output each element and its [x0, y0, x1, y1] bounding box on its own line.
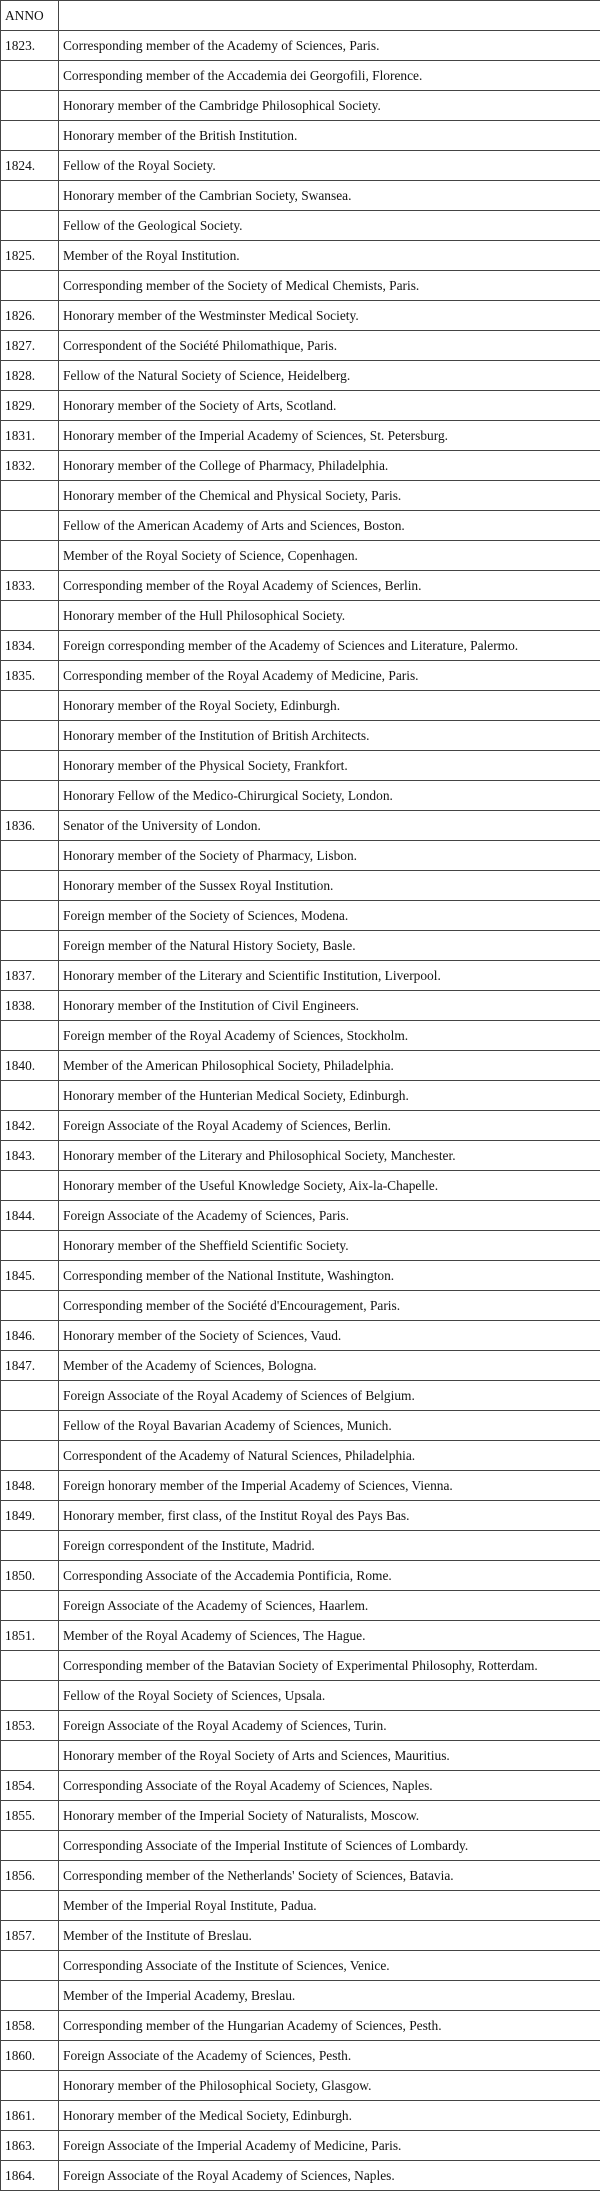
year-cell: [1, 1291, 59, 1321]
honor-cell: Honorary member of the Society of Sciences, Vaud.: [59, 1321, 600, 1351]
year-cell: [1, 1831, 59, 1861]
table-row: [1, 1561, 600, 1591]
honor-cell: Senator of the University of London.: [59, 811, 600, 841]
honor-cell: Correspondent of the Academy of Natural Sciences, Philadelphia.: [59, 1441, 600, 1471]
honor-cell: Foreign member of the Royal Academy of Sciences, Stockholm.: [59, 1021, 600, 1051]
honor-cell: Corresponding member of the Royal Academy of Sciences, Berlin.: [59, 571, 600, 601]
table-row: [1, 1741, 600, 1771]
table-row: [1, 61, 600, 91]
table-row: [1, 1411, 600, 1441]
honor-cell: Corresponding Associate of the Imperial Institute of Sciences of Lombardy.: [59, 1831, 600, 1861]
honor-cell: Honorary member of the Institution of Civil Engineers.: [59, 991, 600, 1021]
honor-cell: Foreign honorary member of the Imperial Academy of Sciences, Vienna.: [59, 1471, 600, 1501]
honor-cell: Foreign Associate of the Royal Academy of Sciences, Berlin.: [59, 1111, 600, 1141]
table-row: [1, 691, 600, 721]
honor-cell: Honorary member of the Physical Society, Frankfort.: [59, 751, 600, 781]
honor-cell: Member of the Royal Society of Science, Copenhagen.: [59, 541, 600, 571]
year-cell: [1, 1081, 59, 1111]
table-row: [1, 1081, 600, 1111]
table-row: [1, 31, 600, 61]
honor-cell: Correspondent of the Société Philomathique, Paris.: [59, 331, 600, 361]
year-cell: [1, 121, 59, 151]
table-row: [1, 211, 600, 241]
table-row: [1, 931, 600, 961]
year-cell: 1829.: [1, 391, 59, 421]
table-body: [1, 31, 600, 2191]
table-row: [1, 2011, 600, 2041]
honor-cell: Honorary member, first class, of the Institut Royal des Pays Bas.: [59, 1501, 600, 1531]
year-cell: [1, 901, 59, 931]
year-cell: 1847.: [1, 1351, 59, 1381]
year-cell: [1, 541, 59, 571]
honor-cell: Honorary member of the Cambrian Society, Swansea.: [59, 181, 600, 211]
year-cell: 1844.: [1, 1201, 59, 1231]
table-row: [1, 631, 600, 661]
table-row: [1, 1321, 600, 1351]
table-row: [1, 1531, 600, 1561]
year-cell: 1849.: [1, 1501, 59, 1531]
honor-cell: Honorary member of the Useful Knowledge Society, Aix-la-Chapelle.: [59, 1171, 600, 1201]
year-cell: 1854.: [1, 1771, 59, 1801]
year-cell: [1, 1441, 59, 1471]
table-row: [1, 361, 600, 391]
table-row: [1, 781, 600, 811]
year-cell: [1, 511, 59, 541]
honor-cell: Honorary member of the Society of Arts, Scotland.: [59, 391, 600, 421]
table-row: [1, 811, 600, 841]
honor-cell: Honorary member of the Medical Society, Edinburgh.: [59, 2101, 600, 2131]
table-row: [1, 91, 600, 121]
year-cell: 1836.: [1, 811, 59, 841]
year-cell: 1825.: [1, 241, 59, 271]
table-row: [1, 1261, 600, 1291]
honor-cell: Fellow of the Natural Society of Science, Heidelberg.: [59, 361, 600, 391]
year-cell: 1824.: [1, 151, 59, 181]
year-cell: [1, 841, 59, 871]
year-cell: [1, 691, 59, 721]
honor-cell: Corresponding Associate of the Accademia Pontificia, Rome.: [59, 1561, 600, 1591]
table-row: [1, 1681, 600, 1711]
honor-cell: Foreign Associate of the Academy of Sciences, Haarlem.: [59, 1591, 600, 1621]
year-cell: [1, 1891, 59, 1921]
honor-cell: Foreign corresponding member of the Academy of Sciences and Literature, Palermo.: [59, 631, 600, 661]
year-cell: [1, 1981, 59, 2011]
table-row: [1, 1441, 600, 1471]
year-cell: 1827.: [1, 331, 59, 361]
table-row: [1, 2161, 600, 2191]
table-row: [1, 451, 600, 481]
honor-cell: Corresponding member of the Hungarian Academy of Sciences, Pesth.: [59, 2011, 600, 2041]
year-cell: 1860.: [1, 2041, 59, 2071]
honor-cell: Foreign Associate of the Academy of Sciences, Pesth.: [59, 2041, 600, 2071]
table-row: [1, 1111, 600, 1141]
year-cell: 1851.: [1, 1621, 59, 1651]
year-cell: 1858.: [1, 2011, 59, 2041]
table-row: [1, 751, 600, 781]
honor-cell: Honorary member of the British Institution.: [59, 121, 600, 151]
year-cell: 1828.: [1, 361, 59, 391]
table-row: [1, 1951, 600, 1981]
honor-cell: Honorary member of the Royal Society, Edinburgh.: [59, 691, 600, 721]
table-row: [1, 841, 600, 871]
year-cell: 1846.: [1, 1321, 59, 1351]
honor-cell: Foreign Associate of the Royal Academy of Sciences, Naples.: [59, 2161, 600, 2191]
table-row: [1, 121, 600, 151]
table-row: [1, 1381, 600, 1411]
honor-cell: Corresponding member of the Batavian Society of Experimental Philosophy, Rotterdam.: [59, 1651, 600, 1681]
honor-cell: Honorary member of the College of Pharmacy, Philadelphia.: [59, 451, 600, 481]
honor-cell: Corresponding member of the Academy of Sciences, Paris.: [59, 31, 600, 61]
honor-cell: Corresponding member of the Royal Academy of Medicine, Paris.: [59, 661, 600, 691]
header-row: [1, 1, 600, 31]
table-row: [1, 1891, 600, 1921]
table-row: [1, 1171, 600, 1201]
honor-cell: Honorary member of the Hunterian Medical Society, Edinburgh.: [59, 1081, 600, 1111]
year-cell: 1842.: [1, 1111, 59, 1141]
honor-cell: Corresponding member of the Netherlands' Society of Sciences, Batavia.: [59, 1861, 600, 1891]
table-row: [1, 1651, 600, 1681]
table-row: [1, 601, 600, 631]
table-row: [1, 1471, 600, 1501]
year-cell: [1, 181, 59, 211]
honor-cell: Honorary member of the Imperial Academy of Sciences, St. Petersburg.: [59, 421, 600, 451]
honor-cell: Fellow of the American Academy of Arts and Sciences, Boston.: [59, 511, 600, 541]
table-row: [1, 1921, 600, 1951]
year-cell: [1, 601, 59, 631]
table-row: [1, 181, 600, 211]
honor-cell: Member of the Institute of Breslau.: [59, 1921, 600, 1951]
table-row: [1, 2101, 600, 2131]
table-row: [1, 1981, 600, 2011]
table-row: [1, 301, 600, 331]
table-row: [1, 1291, 600, 1321]
year-cell: [1, 271, 59, 301]
year-cell: [1, 1381, 59, 1411]
year-cell: [1, 1681, 59, 1711]
year-cell: [1, 1951, 59, 1981]
table-row: [1, 1831, 600, 1861]
year-cell: [1, 211, 59, 241]
year-cell: 1848.: [1, 1471, 59, 1501]
year-cell: 1857.: [1, 1921, 59, 1951]
table-row: [1, 151, 600, 181]
table-row: [1, 271, 600, 301]
table-row: [1, 2071, 600, 2101]
table-row: [1, 2131, 600, 2161]
year-cell: 1856.: [1, 1861, 59, 1891]
year-cell: 1853.: [1, 1711, 59, 1741]
table-row: [1, 1021, 600, 1051]
honor-cell: Foreign Associate of the Royal Academy of Sciences, Turin.: [59, 1711, 600, 1741]
year-cell: [1, 1591, 59, 1621]
year-cell: 1832.: [1, 451, 59, 481]
table-row: [1, 1621, 600, 1651]
table-row: [1, 541, 600, 571]
year-cell: 1837.: [1, 961, 59, 991]
table-row: [1, 241, 600, 271]
table-row: [1, 1801, 600, 1831]
honor-cell: Corresponding Associate of the Institute of Sciences, Venice.: [59, 1951, 600, 1981]
year-cell: [1, 2071, 59, 2101]
honor-cell: Honorary Fellow of the Medico-Chirurgical Society, London.: [59, 781, 600, 811]
year-cell: 1833.: [1, 571, 59, 601]
year-cell: [1, 1021, 59, 1051]
honor-cell: Honorary member of the Sussex Royal Institution.: [59, 871, 600, 901]
table-row: [1, 1771, 600, 1801]
honor-cell: Honorary member of the Hull Philosophical Society.: [59, 601, 600, 631]
year-cell: [1, 91, 59, 121]
honor-cell: Member of the Royal Institution.: [59, 241, 600, 271]
honor-cell: Foreign Associate of the Academy of Sciences, Paris.: [59, 1201, 600, 1231]
table-row: [1, 391, 600, 421]
table-row: [1, 1501, 600, 1531]
honor-cell: Honorary member of the Sheffield Scientific Society.: [59, 1231, 600, 1261]
year-cell: [1, 481, 59, 511]
year-cell: [1, 1651, 59, 1681]
year-cell: 1834.: [1, 631, 59, 661]
honor-cell: Foreign member of the Society of Sciences, Modena.: [59, 901, 600, 931]
year-cell: [1, 871, 59, 901]
honor-cell: Corresponding member of the Société d'Encouragement, Paris.: [59, 1291, 600, 1321]
table-row: [1, 901, 600, 931]
honor-cell: Honorary member of the Society of Pharmacy, Lisbon.: [59, 841, 600, 871]
year-cell: [1, 1531, 59, 1561]
year-cell: [1, 61, 59, 91]
table-row: [1, 1351, 600, 1381]
table-row: [1, 661, 600, 691]
table-row: [1, 2041, 600, 2071]
honor-cell: Member of the American Philosophical Society, Philadelphia.: [59, 1051, 600, 1081]
year-cell: 1855.: [1, 1801, 59, 1831]
year-cell: [1, 1411, 59, 1441]
table-row: [1, 1141, 600, 1171]
honor-cell: Honorary member of the Philosophical Society, Glasgow.: [59, 2071, 600, 2101]
year-cell: [1, 1231, 59, 1261]
table-row: [1, 571, 600, 601]
honor-cell: Foreign member of the Natural History Society, Basle.: [59, 931, 600, 961]
year-cell: 1835.: [1, 661, 59, 691]
honor-cell: Honorary member of the Literary and Scientific Institution, Liverpool.: [59, 961, 600, 991]
table-header: [1, 1, 600, 31]
honor-cell: Foreign Associate of the Imperial Academy of Medicine, Paris.: [59, 2131, 600, 2161]
year-cell: [1, 751, 59, 781]
honor-cell: Honorary member of the Westminster Medical Society.: [59, 301, 600, 331]
honor-cell: Honorary member of the Literary and Philosophical Society, Manchester.: [59, 1141, 600, 1171]
table-row: [1, 961, 600, 991]
table-row: [1, 331, 600, 361]
year-cell: 1864.: [1, 2161, 59, 2191]
table-row: [1, 1711, 600, 1741]
table-row: [1, 511, 600, 541]
honor-cell: Member of the Academy of Sciences, Bologna.: [59, 1351, 600, 1381]
table-row: [1, 1051, 600, 1081]
table-row: [1, 1591, 600, 1621]
year-cell: [1, 931, 59, 961]
table-row: [1, 1861, 600, 1891]
honor-cell: Corresponding member of the Society of Medical Chemists, Paris.: [59, 271, 600, 301]
honor-cell: Fellow of the Royal Society.: [59, 151, 600, 181]
year-column-header: ANNO: [1, 1, 59, 31]
year-cell: [1, 781, 59, 811]
table-row: [1, 991, 600, 1021]
honor-cell: Corresponding member of the National Institute, Washington.: [59, 1261, 600, 1291]
honor-cell: Honorary member of the Royal Society of Arts and Sciences, Mauritius.: [59, 1741, 600, 1771]
year-cell: 1840.: [1, 1051, 59, 1081]
year-cell: 1826.: [1, 301, 59, 331]
honor-cell: Foreign Associate of the Royal Academy of Sciences of Belgium.: [59, 1381, 600, 1411]
table-row: [1, 481, 600, 511]
year-cell: 1823.: [1, 31, 59, 61]
honor-cell: Honorary member of the Chemical and Physical Society, Paris.: [59, 481, 600, 511]
year-cell: 1861.: [1, 2101, 59, 2131]
honor-cell: Foreign correspondent of the Institute, Madrid.: [59, 1531, 600, 1561]
table-row: [1, 1231, 600, 1261]
table-row: [1, 721, 600, 751]
honor-cell: Fellow of the Royal Society of Sciences, Upsala.: [59, 1681, 600, 1711]
description-column-header: [59, 1, 600, 31]
year-cell: 1863.: [1, 2131, 59, 2161]
year-cell: 1831.: [1, 421, 59, 451]
table-row: [1, 1201, 600, 1231]
year-cell: 1850.: [1, 1561, 59, 1591]
honor-cell: Corresponding member of the Accademia dei Georgofili, Florence.: [59, 61, 600, 91]
year-cell: [1, 721, 59, 751]
honor-cell: Fellow of the Geological Society.: [59, 211, 600, 241]
honor-cell: Corresponding Associate of the Royal Academy of Sciences, Naples.: [59, 1771, 600, 1801]
honor-cell: Honorary member of the Imperial Society of Naturalists, Moscow.: [59, 1801, 600, 1831]
honor-cell: Member of the Royal Academy of Sciences, The Hague.: [59, 1621, 600, 1651]
table-row: [1, 421, 600, 451]
honor-cell: Honorary member of the Institution of British Architects.: [59, 721, 600, 751]
year-cell: 1845.: [1, 1261, 59, 1291]
honor-cell: Fellow of the Royal Bavarian Academy of Sciences, Munich.: [59, 1411, 600, 1441]
year-cell: 1843.: [1, 1141, 59, 1171]
honor-cell: Member of the Imperial Royal Institute, Padua.: [59, 1891, 600, 1921]
year-cell: [1, 1171, 59, 1201]
year-cell: 1838.: [1, 991, 59, 1021]
year-cell: [1, 1741, 59, 1771]
table-row: [1, 871, 600, 901]
honor-cell: Honorary member of the Cambridge Philosophical Society.: [59, 91, 600, 121]
honor-cell: Member of the Imperial Academy, Breslau.: [59, 1981, 600, 2011]
